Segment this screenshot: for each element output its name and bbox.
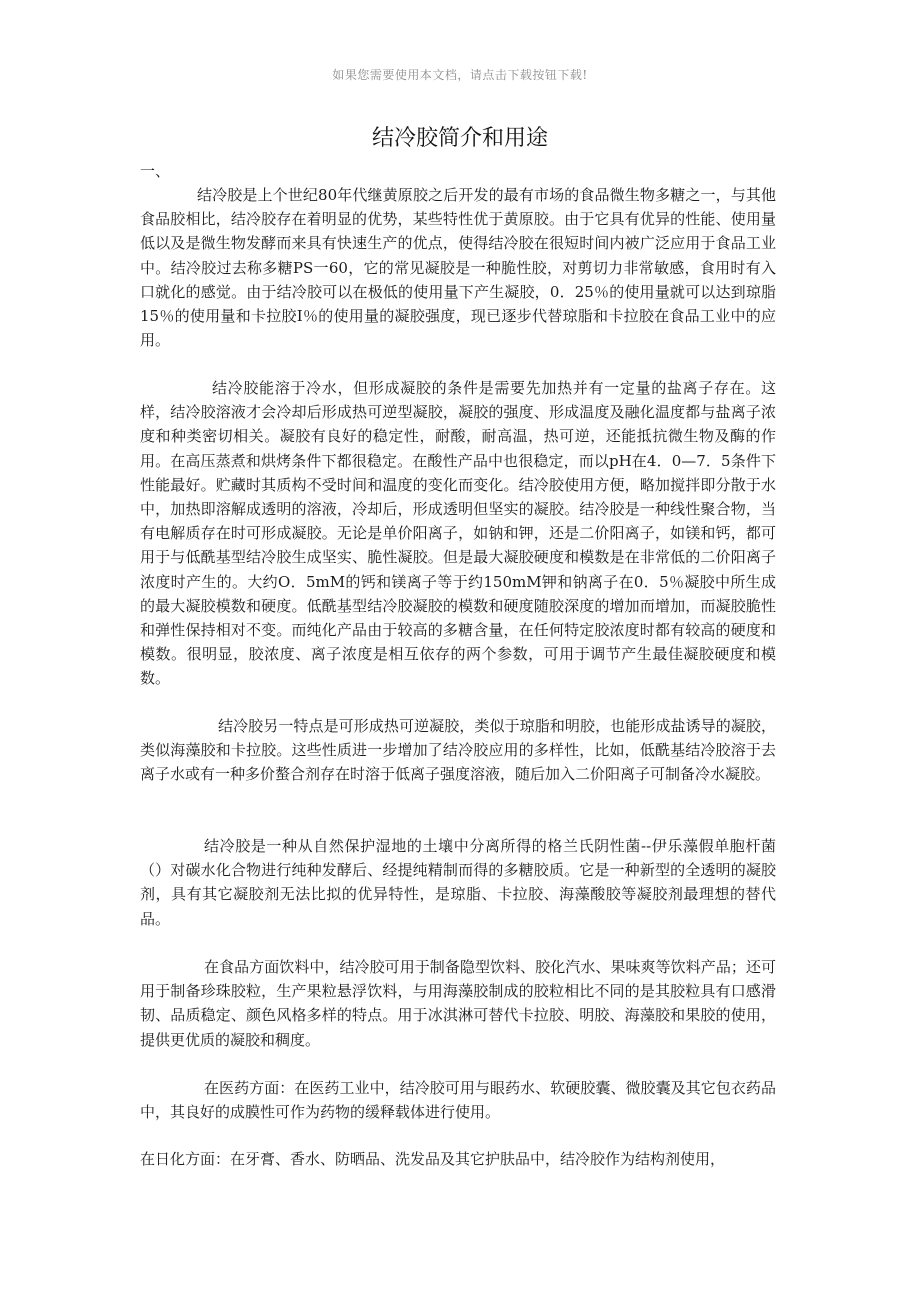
paragraph-food-use: 在食品方面饮料中，结冷胶可用于制备隐型饮料、胶化汽水、果味爽等饮料产品；还可用于制备珍珠胶粒，生产果粒悬浮饮料，与用海藻胶制成的胶粒相比不同的是其胶粒具有口感滑韧、品质稳定、颜色风格多样的特点。用于冰淇淋可替代卡拉胶、明胶、海藻胶和果胶的使用，提供更优质的凝胶和稠度。 xyxy=(140,958,776,1049)
paragraph-origin: 结冷胶是一种从自然保护湿地的土壤中分离所得的格兰氏阴性菌--伊乐藻假单胞杆菌（）对碳水化合物进行纯种发酵后、经提纯精制而得的多糖胶质。它是一种新型的全透明的凝胶剂，具有其它凝胶剂无法比拟的优异特性，是琼脂、卡拉胶、海藻酸胶等凝胶剂最理想的替代品。 xyxy=(140,837,776,928)
paragraph-cosmetics-use: 在日化方面：在牙膏、香水、防晒品、洗发品及其它护肤品中，结冷胶作为结构剂使用， xyxy=(140,1150,726,1168)
paragraph-thermoreversible: 结冷胶另一特点是可形成热可逆凝胶，类似于琼脂和明胶，也能形成盐诱导的凝胶，类似海藻胶和卡拉胶。这些性质进一步增加了结冷胶应用的多样性，比如，低酰基结冷胶溶于去离子水或有一种多价螯合剂存在时溶于低离子强度溶液，随后加入二价阳离子可制备冷水凝胶。 xyxy=(140,717,776,784)
download-notice: 如果您需要使用本文档，请点击下载按钮下载! xyxy=(332,68,588,82)
section-number: 一、 xyxy=(140,162,171,180)
paragraph-properties: 结冷胶能溶于冷水，但形成凝胶的条件是需要先加热并有一定量的盐离子存在。这样，结冷胶溶液才会冷却后形成热可逆型凝胶，凝胶的强度、形成温度及融化温度都与盐离子浓度和种类密切相关。凝胶有良好的稳定性，耐酸，耐高温，热可逆，还能抵抗微生物及酶的作用。在高压蒸煮和烘烤条件下都很稳定。在酸性产品中也很稳定，而以pH在4．0—7．5条件下性能最好。贮藏时其质构不受时间和温度的变化而变化。结冷胶使用方便，略加搅拌即分散于水中，加热即溶解成透明的溶液，冷却后，形成透明但坚实的凝胶。结冷胶是一种线性聚合物，当有电解质存在时可形成凝胶。无论是单价阳离子，如钠和钾，还是二价阳离子，如镁和钙，都可用于与低酰基型结冷胶生成坚实、脆性凝胶。但是最大凝胶硬度和模数是在非常低的二价阳离子浓度时产生的。大约O．5mM的钙和镁离子等于约150mM钾和钠离子在0．5％凝胶中所生成的最大凝胶模数和硬度。低酰基型结冷胶凝胶的模数和硬度随胶深度的增加而增加，而凝胶脆性和弹性保持相对不变。而纯化产品由于较高的多糖含量，在任何特定胶浓度时都有较高的硬度和模数。很明显，胶浓度、离子浓度是相互依存的两个参数，可用于调节产生最佳凝胶硬度和模数。 xyxy=(140,379,776,688)
paragraph-intro: 结冷胶是上个世纪80年代继黄原胶之后开发的最有市场的食品微生物多糖之一，与其他食品胶相比，结冷胶存在着明显的优势，某些特性优于黄原胶。由于它具有优异的性能、使用量低以及是微生物发酵而来具有快速生产的优点，使得结冷胶在很短时间内被广泛应用于食品工业中。结冷胶过去称多糖PS一60，它的常见凝胶是一种脆性胶，对剪切力非常敏感，食用时有入口就化的感觉。由于结冷胶可以在极低的使用量下产生凝胶，0．25％的使用量就可以达到琼脂15％的使用量和卡拉胶I％的使用量的凝胶强度，现已逐步代替琼脂和卡拉胶在食品工业中的应用。 xyxy=(140,186,776,350)
paragraph-medical-use: 在医药方面：在医药工业中，结冷胶可用与眼药水、软硬胶囊、微胶囊及其它包衣药品中，其良好的成膜性可作为药物的缓释载体进行使用。 xyxy=(140,1079,776,1122)
document-title: 结冷胶简介和用途 xyxy=(371,126,548,151)
